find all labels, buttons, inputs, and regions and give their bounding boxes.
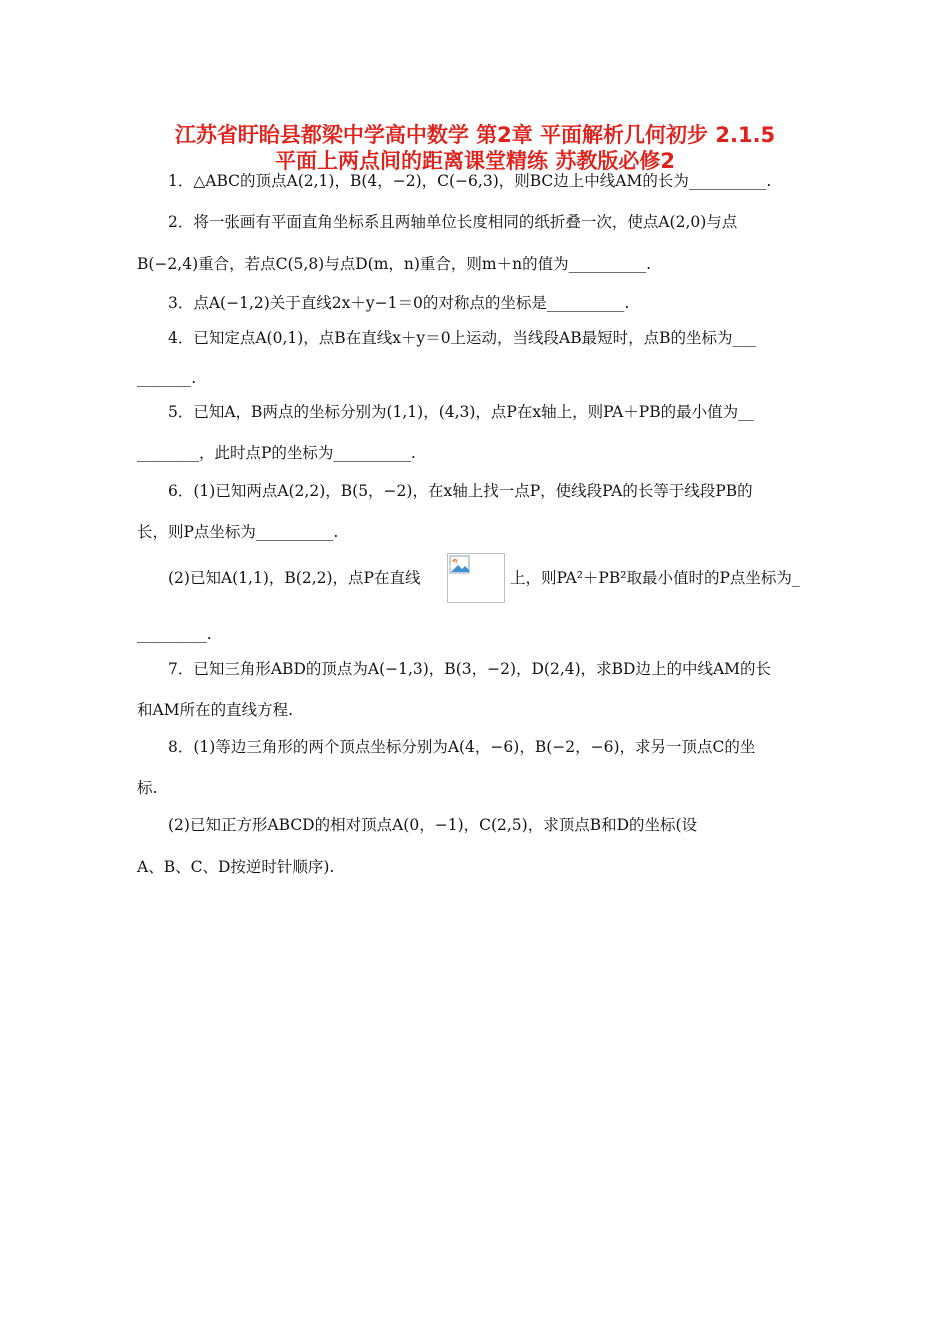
question-2-line-2: B(−2,4)重合，若点C(5,8)与点D(m，n)重合，则m＋n的值为__________. [137, 255, 652, 273]
question-5-line-1: 5．已知A，B两点的坐标分别为(1,1)，(4,3)，点P在x轴上，则PA＋PB的最小值为__ [168, 403, 754, 421]
question-6-line-2: 长，则P点坐标为__________. [137, 523, 339, 541]
question-1: 1．△ABC的顶点A(2,1)，B(4，−2)，C(−6,3)，则BC边上中线AM的长为__________. [168, 172, 772, 190]
question-8-line-2: 标. [137, 779, 158, 797]
question-6-part-2-line-2: _________. [137, 625, 212, 643]
question-6-part-2-right: 上，则PA²＋PB²取最小值时的P点坐标为_ [510, 569, 800, 587]
document-title-line-2: 平面上两点间的距离课堂精练 苏教版必修2 [275, 149, 675, 173]
question-8-line-1: 8．(1)等边三角形的两个顶点坐标分别为A(4，−6)，B(−2，−6)，求另一顶点C的坐 [168, 738, 756, 756]
question-7-line-2: 和AM所在的直线方程. [137, 701, 293, 719]
question-4-line-2: _______. [137, 369, 197, 387]
broken-image-icon [447, 553, 505, 603]
question-6-part-2-left: (2)已知A(1,1)，B(2,2)，点P在直线 [168, 569, 421, 587]
question-6-line-1: 6．(1)已知两点A(2,2)，B(5，−2)，在x轴上找一点P，使线段PA的长等于线段PB的 [168, 482, 753, 500]
question-4-line-1: 4．已知定点A(0,1)，点B在直线x＋y＝0上运动，当线段AB最短时，点B的坐标为___ [168, 329, 756, 347]
question-7-line-1: 7．已知三角形ABD的顶点为A(−1,3)，B(3，−2)，D(2,4)，求BD边上的中线AM的长 [168, 660, 772, 678]
question-3: 3．点A(−1,2)关于直线2x＋y−1＝0的对称点的坐标是__________. [168, 294, 630, 312]
question-5-line-2: ________，此时点P的坐标为__________. [137, 444, 416, 462]
question-8-part-2-line-1: (2)已知正方形ABCD的相对顶点A(0，−1)，C(2,5)，求顶点B和D的坐标(设 [168, 816, 698, 834]
question-8-part-2-line-2: A、B、C、D按逆时针顺序). [137, 858, 335, 876]
document-title-line-1: 江苏省盱眙县都梁中学高中数学 第2章 平面解析几何初步 2.1.5 [174, 123, 776, 147]
question-2-line-1: 2．将一张画有平面直角坐标系且两轴单位长度相同的纸折叠一次，使点A(2,0)与点 [168, 213, 738, 231]
